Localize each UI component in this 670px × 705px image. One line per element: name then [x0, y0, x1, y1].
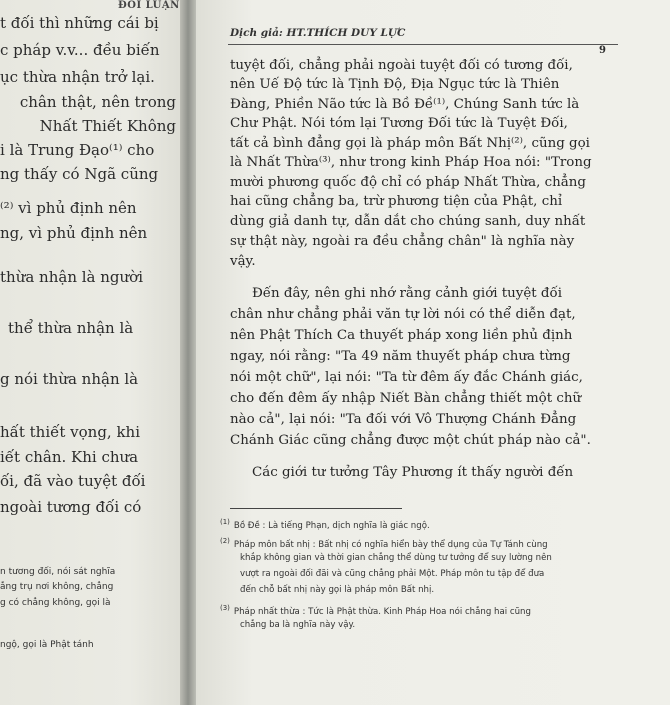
footnote-1	[220, 518, 430, 531]
footnote-text: vượt ra ngoài đối đãi và cũng chẳng phải Một. Pháp môn tu tập để đưa	[240, 569, 545, 579]
body-line: Đến đây, nên ghi nhớ rằng cảnh giới tuyệt đối	[252, 286, 562, 301]
body-line: mười phương quốc độ chỉ có pháp Nhất Thừa, chẳng	[230, 175, 586, 190]
body-line: vậy.	[230, 254, 256, 269]
body-line: hai cũng chẳng ba, trừ phương tiện của Phật, chỉ	[230, 194, 563, 209]
running-header: Dịch giả: HT.THÍCH DUY LỰC	[230, 27, 406, 39]
left-text-line: ⁽²⁾ vì phủ định nên	[0, 199, 137, 217]
left-text-line: chân thật, nên trong	[19, 93, 176, 111]
left-text-line: c pháp v.v... đều biến	[0, 41, 160, 59]
body-line: nào cả", lại nói: "Ta đối với Vô Thượng Chánh Đẳng	[230, 412, 577, 427]
left-footnote-fragment: n tương đối, nói sát nghĩa	[0, 567, 116, 577]
left-text-line: Nhất Thiết Không	[39, 117, 176, 135]
body-line: nói một chữ", lại nói: "Ta từ đêm ấy đắc Chánh giác,	[230, 370, 583, 385]
body-line: dùng giả danh tự, dẫn dắt cho chúng sanh, duy nhất	[230, 214, 586, 229]
body-line: Đàng, Phiền Não tức là Bồ Đề⁽¹⁾, Chúng Sanh tức là	[230, 97, 580, 112]
footnote-mark: (3)	[220, 604, 230, 612]
body-line: là Nhất Thừa⁽³⁾, như trong kinh Pháp Hoa nói: "Trong	[230, 155, 592, 170]
footnote-mark: (1)	[220, 518, 230, 526]
left-footnote-fragment: g có chẳng không, gọi là	[0, 598, 111, 608]
footnote-3	[220, 604, 531, 617]
left-text-line: ục thừa nhận trở lại.	[0, 68, 155, 86]
header-rule	[228, 44, 618, 45]
left-page	[0, 0, 186, 705]
footnote-2	[220, 537, 548, 550]
body-line: tuyệt đối, chẳng phải ngoài tuyệt đối có tương đối,	[230, 58, 573, 73]
left-footnote-fragment: ngộ, gọi là Phật tánh	[0, 640, 94, 650]
footnote-text: chẳng ba là nghĩa này vậy.	[240, 620, 356, 630]
left-running-header: ĐỐI LUẬN	[118, 0, 180, 11]
body-line: cho đến đêm ấy nhập Niết Bàn chẳng thiết một chữ	[230, 391, 582, 406]
left-text-line: iết chân. Khi chưa	[0, 448, 139, 466]
body-line: tất cả bình đẳng gọi là pháp môn Bất Nhị⁽²⁾, cũng gọi	[230, 136, 590, 151]
body-line: sự thật này, ngoài ra đều chẳng chân" là nghĩa này	[230, 234, 575, 249]
left-text-line: thừa nhận là người	[0, 268, 144, 286]
body-line: chân như chẳng phải văn tự lời nói có thể diễn đạt,	[230, 307, 576, 322]
footnote-text: Pháp môn bất nhị : Bất nhị có nghĩa hiển bày thể dụng của Tự Tánh cùng	[233, 539, 548, 550]
left-text-line: ngoài tương đối có	[0, 498, 142, 516]
left-text-line: hất thiết vọng, khi	[0, 423, 141, 441]
footnote-text: đến chỗ bất nhị này gọi là pháp môn Bất nhị.	[240, 585, 435, 595]
left-text-line: i là Trung Đạo⁽¹⁾ cho	[0, 141, 155, 159]
footnote-text: Pháp nhất thừa : Tức là Phật thừa. Kinh Pháp Hoa nói chẳng hai cũng	[233, 606, 531, 617]
body-line: Chánh Giác cũng chẳng được một chút pháp nào cả".	[230, 433, 591, 448]
right-page	[196, 0, 670, 705]
page-number: 9	[599, 45, 606, 56]
body-line: Các giới tư tưởng Tây Phương ít thấy người đến	[252, 465, 574, 480]
body-line: ngay, nói rằng: "Ta 49 năm thuyết pháp chưa từng	[230, 349, 571, 364]
left-text-line: ng, vì phủ định nên	[0, 224, 148, 242]
left-text-line: thể thừa nhận là	[8, 319, 134, 337]
footnote-text: Bồ Đề : Là tiếng Phạn, dịch nghĩa là giác ngộ.	[233, 520, 430, 531]
footnote-mark: (2)	[220, 537, 230, 545]
left-text-line: ối, đã vào tuyệt đối	[0, 472, 146, 490]
body-line: nên Phật Thích Ca thuyết pháp xong liền phủ định	[230, 328, 573, 343]
footnote-text: khắp không gian và thời gian chẳng thể dùng tư tưởng để suy lường nên	[240, 553, 552, 563]
left-text-line: t đối thì những cái bị	[0, 14, 159, 32]
body-line: Chư Phật. Nói tóm lại Tương Đối tức là Tuyệt Đối,	[230, 116, 568, 131]
left-text-line: ng thấy có Ngã cũng	[0, 165, 159, 183]
body-line: nên Uế Độ tức là Tịnh Độ, Địa Ngục tức là Thiên	[230, 77, 560, 92]
footnote-rule	[230, 508, 402, 509]
left-text-line: g nói thừa nhận là	[0, 370, 139, 388]
left-footnote-fragment: ẳng trụ nơi không, chẳng	[0, 582, 114, 592]
